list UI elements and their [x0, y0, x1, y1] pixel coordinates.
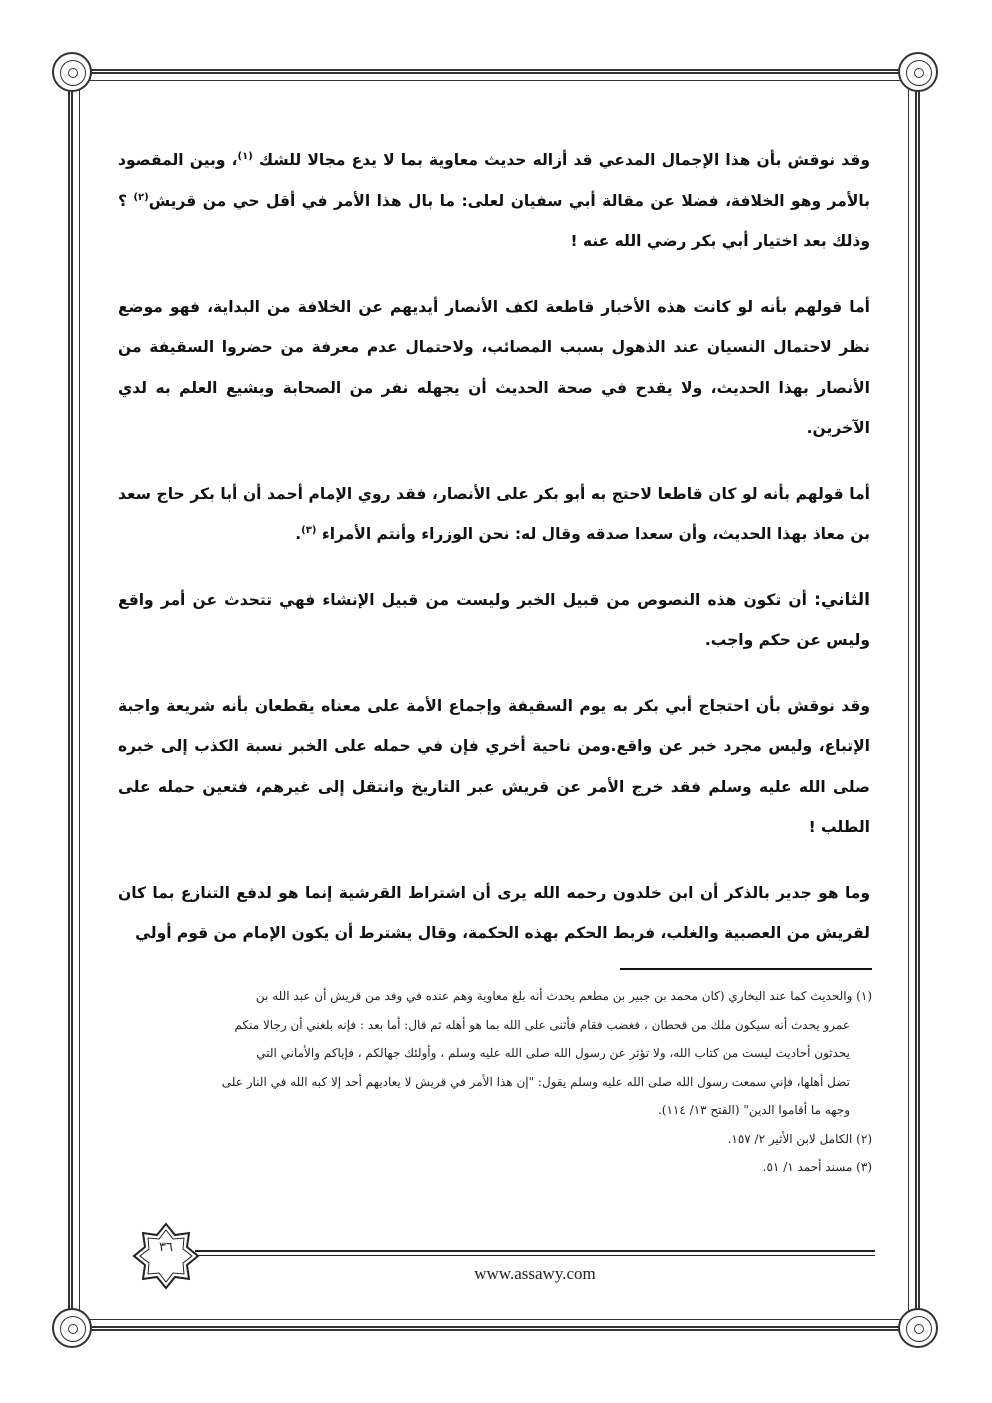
footnote-separator — [620, 968, 872, 970]
main-text — [118, 140, 870, 979]
paragraph-1-text-a: وقد نوقش بأن هذا الإجمال المدعي قد أزاله حديث معاوية بما لا يدع مجالا للشك — [252, 151, 870, 169]
paragraph-3 — [118, 474, 870, 555]
paragraph-1-text-c: ؟ وذلك بعد اختيار أبي بكر رضي الله عنه ! — [118, 191, 870, 250]
paragraph-3-text-a: أما قولهم بأنه لو كان قاطعا لاحتج به أبو بكر على الأنصار، فقد روي الإمام أحمد أن أبا بكر حاج سعد بن معاذ بهذا الحديث، وأن سعدا صدقه وقال له: نحن الوزراء وأنتم الأمراء — [118, 484, 870, 543]
footnotes — [116, 982, 872, 1182]
paragraph-4-text: أن تكون هذه النصوص من قبيل الخبر وليست من قبيل الإنشاء فهي تتحدث عن أمر واقع وليس عن حكم واجب. — [118, 590, 870, 649]
paragraph-1-text-b: ، وبين المقصود بالأمر وهو الخلافة، فضلا عن مقالة أبي سفيان لعلى: ما بال هذا الأمر في أقل حي من قريش — [118, 151, 871, 210]
footnote-1-line-2: عمرو يحدث أنه سيكون ملك من قحطان ، فغضب فقام فأثنى على الله بما هو أهله ثم قال: أما بعد : فإنه بلغني أن رجالا منكم — [234, 1017, 850, 1032]
paragraph-4-lead: الثاني: — [814, 589, 870, 610]
website-url[interactable]: www.assawy.com — [474, 1264, 596, 1283]
corner-ornament-bottom-right — [898, 1308, 938, 1348]
page-number-badge-icon — [132, 1222, 200, 1290]
footnote-1-line-3: يحدثون أحاديث ليست من كتاب الله، ولا تؤثر عن رسول الله صلى الله عليه وسلم ، وأولئك جهالكم ، فإياكم والأماني التي — [256, 1046, 850, 1060]
corner-ornament-top-right — [898, 52, 938, 92]
footnote-3: (٣) مسند أحمد ١/ ٥١. — [762, 1160, 872, 1174]
page-number: ٣٦ — [159, 1240, 173, 1255]
paragraph-1 — [118, 140, 870, 262]
footnote-ref-3[interactable]: (٣) — [301, 524, 317, 536]
footnote-1-line-5: وجهه ما أقاموا الدين" (الفتح ١٣/ ١١٤). — [657, 1103, 850, 1117]
corner-ornament-top-left — [52, 52, 92, 92]
footer-rule — [195, 1250, 875, 1252]
footnote-ref-1[interactable]: (١) — [237, 150, 253, 162]
footnote-2: (٢) الكامل لابن الأثير ٢/ ١٥٧. — [727, 1131, 872, 1146]
footer-rule-thin — [195, 1255, 875, 1256]
paragraph-4 — [118, 580, 870, 661]
footnote-1-line-1: (١) والحديث كما عند البخاري (كان محمد بن جبير بن مطعم يحدث أنه بلغ معاوية وهم عنده في وفد من قريش أن عبد الله بن — [255, 989, 872, 1003]
footnote-ref-2[interactable]: (٢) — [133, 191, 149, 203]
corner-ornament-bottom-left — [52, 1308, 92, 1348]
paragraph-2: أما قولهم بأنه لو كانت هذه الأخبار قاطعة لكف الأنصار أيديهم عن الخلافة من البداية، فهو موضع نظر لاحتمال النسيان عند الذهول بسبب المصائب، ولاحتمال عدم معرفة من حضروا السقيفة من الأنصار بهذا الحديث، ولا يقدح في صحة الحديث أن يجهله نفر من الصحابة ويشيع العلم به لدي الآخرين. — [118, 297, 870, 437]
paragraph-3-text-b: . — [295, 525, 302, 543]
paragraph-6: وما هو جدير بالذكر أن ابن خلدون رحمه الله يرى أن اشتراط القرشية إنما هو لدفع التنازع بما كان لقريش من العصبية والغلب، فربط الحكم بهذه الحكمة، وقال يشترط أن يكون الإمام من قوم أولي — [118, 883, 870, 942]
footnote-1-line-4: تضل أهلها، فإني سمعت رسول الله صلى الله عليه وسلم يقول: "إن هذا الأمر في قريش لا يعاديهم أحد إلا كبه الله في النار على — [221, 1074, 850, 1089]
paragraph-5: وقد نوقش بأن احتجاج أبي بكر به يوم السقيفة وإجماع الأمة على معناه يقطعان بأنه شريعة واجبة الإتباع، وليس مجرد خبر عن واقع.ومن ناحية أخري فإن في حمله على الخبر نسبة الكذب إلى خبره صلى الله عليه وسلم فقد خرج الأمر عن قريش عبر التاريخ وانتقل إلى غيرهم، فتعين حمله على الطلب ! — [118, 696, 870, 836]
